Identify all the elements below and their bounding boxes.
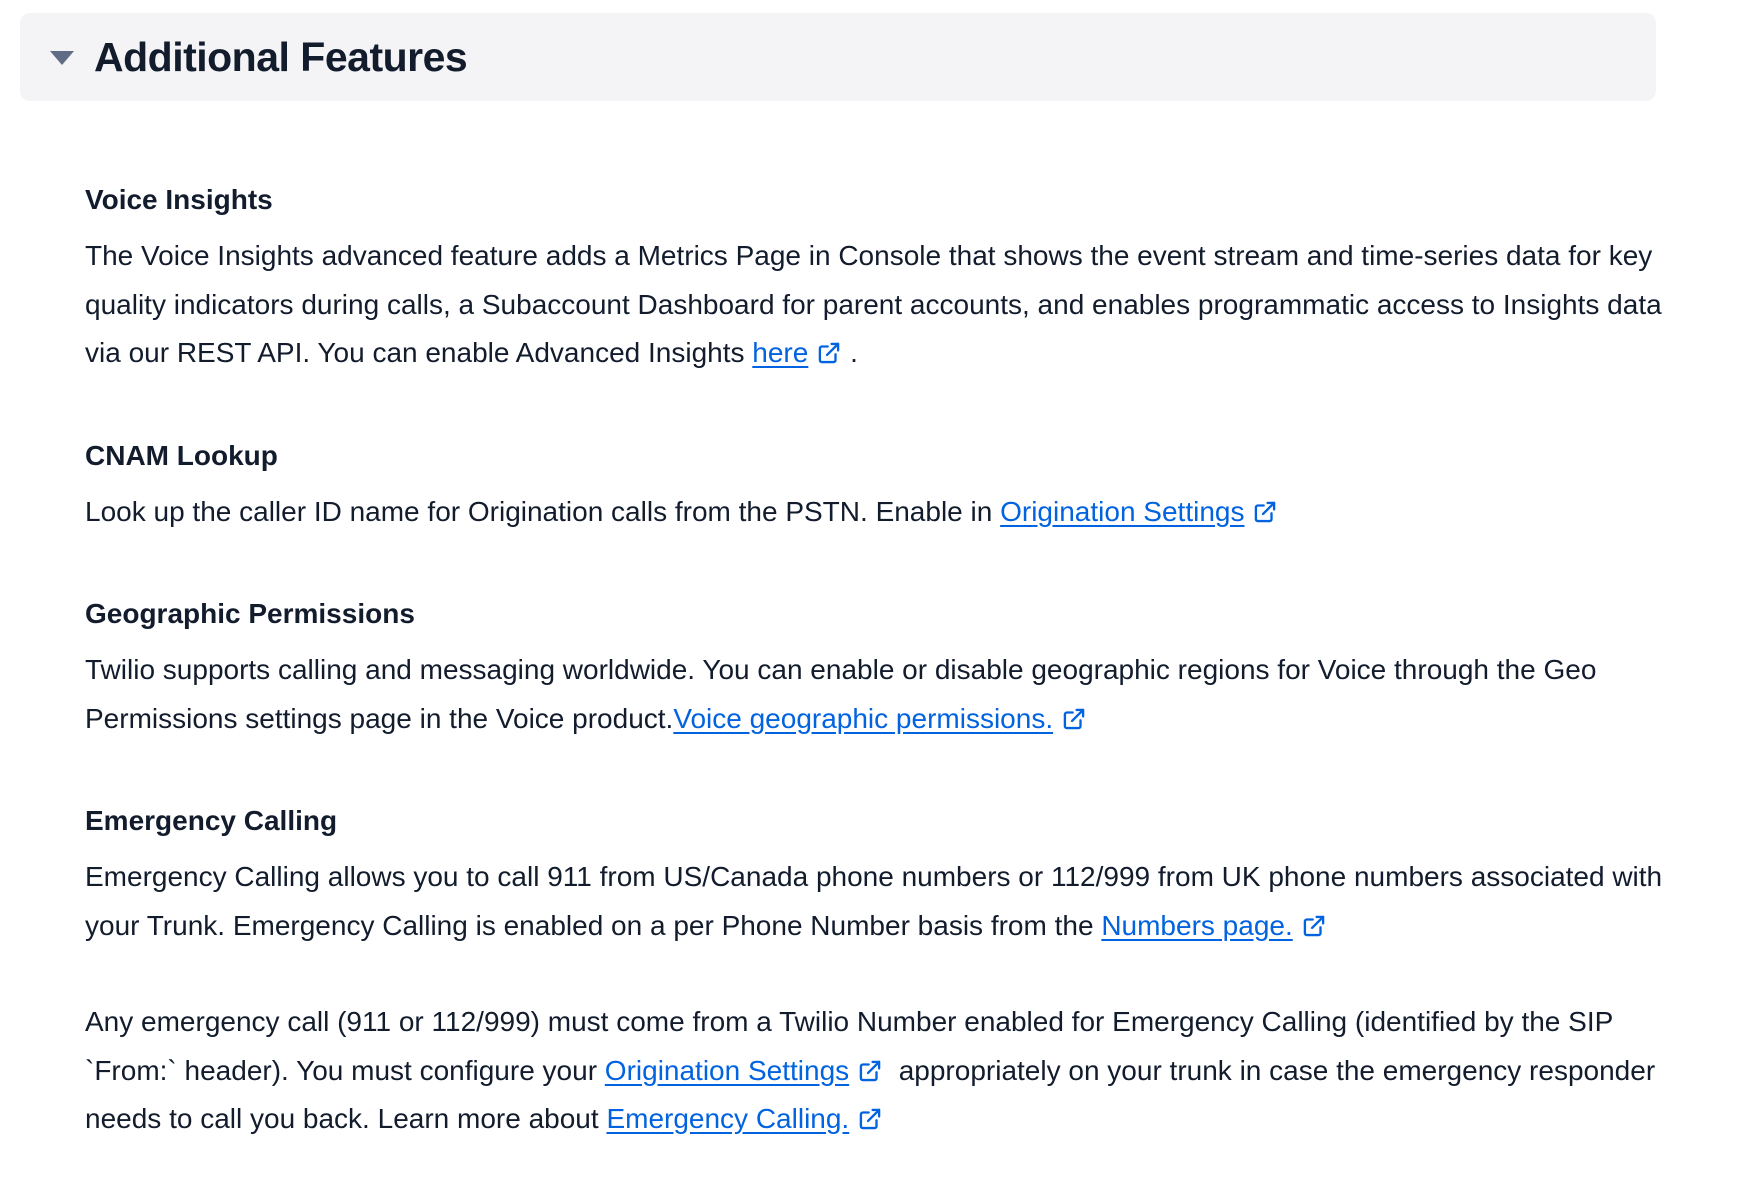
feature-geographic-permissions	[85, 594, 1705, 743]
feature-title-cnam-lookup: CNAM Lookup	[85, 439, 278, 471]
feature-text: Emergency Calling allows you to call 911 from US/Canada phone numbers or 112/999 from UK phone numbers associated with your Trunk. Emergency Calling is enabled on a per Phone Number basis from the	[85, 861, 1663, 941]
enable-insights-link[interactable]: here	[752, 337, 809, 368]
external-link-icon	[857, 1058, 883, 1084]
feature-emergency-calling	[85, 801, 1705, 1144]
feature-text: .	[842, 337, 858, 368]
feature-title-emergency-calling: Emergency Calling	[85, 805, 338, 836]
origination-settings-link[interactable]: Origination Settings	[1000, 495, 1245, 527]
feature-text: Look up the caller ID name for Origination calls from the PSTN. Enable in	[85, 495, 1001, 527]
numbers-page-link[interactable]: Numbers page.	[1101, 909, 1293, 941]
feature-text: Any emergency call (911 or 112/999) must come from a Twilio Number enabled for Emergency Calling (identified by the SIP `From:` header). You must configure your	[85, 1006, 1613, 1086]
emergency-calling-link[interactable]: Emergency Calling.	[606, 1103, 850, 1134]
feature-description	[85, 232, 1705, 378]
feature-description	[85, 646, 1705, 743]
feature-description	[85, 488, 1705, 537]
feature-text: appropriately on your trunk in case the emergency responder needs to call you back. Learn more about	[85, 1054, 1663, 1134]
feature-voice-insights	[85, 180, 1705, 378]
external-link-icon	[1252, 499, 1278, 525]
features-content	[85, 180, 1705, 1202]
section-title: Additional Features	[94, 33, 468, 80]
feature-description	[85, 853, 1705, 950]
external-link-icon	[857, 1106, 883, 1132]
voice-geo-permissions-link[interactable]: Voice geographic permissions.	[673, 702, 1054, 734]
feature-text: Twilio supports calling and messaging worldwide. You can enable or disable geographic regions for Voice through the Geo Permissions settings page in the Voice product.	[85, 654, 1597, 734]
feature-description	[85, 998, 1705, 1144]
external-link-icon	[1061, 706, 1087, 732]
external-link-icon	[1301, 913, 1327, 939]
feature-text: The Voice Insights advanced feature adds a Metrics Page in Console that shows the event stream and time-series data for key quality indicators during calls, a Subaccount Dashboard for parent accounts, and enables programmatic access to Insights data via our REST API. You can enable Advanced Insights	[85, 240, 1662, 368]
feature-title-geographic-permissions: Geographic Permissions	[85, 598, 415, 629]
feature-cnam-lookup	[85, 436, 1705, 537]
feature-title-voice-insights: Voice Insights	[85, 184, 273, 215]
caret-down-icon	[50, 51, 74, 65]
external-link-icon	[816, 340, 842, 366]
additional-features-toggle[interactable]	[20, 13, 1656, 101]
origination-settings-link[interactable]: Origination Settings	[604, 1054, 850, 1086]
